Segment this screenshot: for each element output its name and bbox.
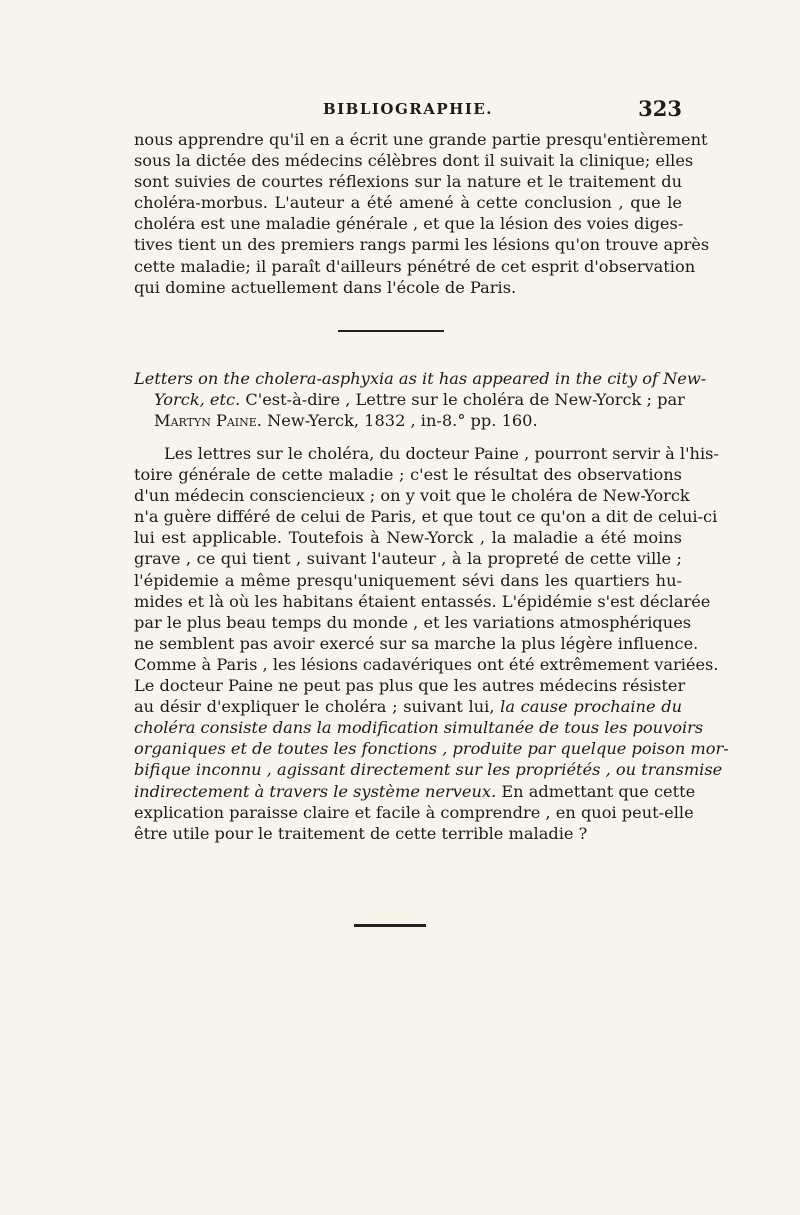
text-roman: au désir d'expliquer le choléra ; suivant lui,: [134, 697, 501, 717]
running-head: [134, 96, 682, 126]
text-line: toire générale de cette maladie ; c'est le résultat des observations: [134, 465, 682, 485]
text-line: explication paraisse claire et facile à comprendre , en quoi peut-elle: [134, 802, 694, 822]
review-paragraph: [134, 443, 729, 844]
paragraph-continued: [134, 129, 710, 298]
text-line: lui est applicable. Toutefois à New-Yorck , la maladie a été moins: [134, 528, 682, 548]
entry-title-translation: C'est-à-dire , Lettre sur le choléra de New-Yorck ; par: [240, 390, 685, 410]
bibliographic-entry: [134, 368, 707, 431]
text-line: être utile pour le traitement de cette terrible maladie ?: [134, 823, 588, 843]
text-line: par le plus beau temps du monde , et les variations atmosphériques: [134, 612, 692, 632]
entry-imprint: New-Yerck, 1832 , in-8.° pp. 160.: [261, 411, 538, 431]
text-italic: indirectement à travers le système nerveux.: [134, 781, 497, 801]
entry-title-line: [134, 389, 685, 410]
text-line: cette maladie; il paraît d'ailleurs pénétré de cet esprit d'observation: [134, 256, 696, 276]
text-line: choléra consiste dans la modification simultanée de tous les pouvoirs: [134, 718, 704, 738]
text-line: mides et là où les habitans étaient entassés. L'épidémie s'est déclarée: [134, 591, 711, 611]
entry-title-italic: Yorck, etc.: [154, 390, 241, 410]
text-line: organiques et de toutes les fonctions , produite par quelque poison mor-: [134, 739, 729, 759]
text-line: tives tient un des premiers rangs parmi les lésions qu'on trouve après: [134, 235, 710, 255]
text-line: [134, 696, 682, 717]
text-line: choléra-morbus. L'auteur a été amené à cette conclusion , que le: [134, 193, 682, 213]
text-line: nous apprendre qu'il en a écrit une grande partie presqu'entièrement: [134, 130, 708, 149]
page-number: 323: [638, 96, 682, 121]
entry-imprint-line: [134, 410, 682, 431]
text-line: bifique inconnu , agissant directement sur les propriétés , ou transmise: [134, 760, 723, 780]
text-line: n'a guère différé de celui de Paris, et que tout ce qu'on a dit de celui-ci: [134, 507, 718, 527]
text-line: choléra est une maladie générale , et que la lésion des voies diges-: [134, 214, 684, 234]
section-divider: [338, 330, 444, 332]
text-italic: la cause prochaine du: [500, 697, 682, 717]
text-line: grave , ce qui tient , suivant l'auteur , à la propreté de cette ville ;: [134, 549, 682, 569]
running-title: BIBLIOGRAPHIE.: [322, 100, 494, 118]
text-line: ne semblent pas avoir exercé sur sa marche la plus légère influence.: [134, 633, 699, 653]
text-line: sous la dictée des médecins célèbres dont il suivait la clinique; elles: [134, 151, 694, 171]
text-roman: En admettant que cette: [496, 781, 696, 801]
entry-author: Martyn Paine.: [154, 411, 262, 431]
entry-title-line: Letters on the cholera-asphyxia as it has appeared in the city of New-: [134, 369, 707, 388]
text-line: Comme à Paris , les lésions cadavériques ont été extrêmement variées.: [134, 654, 719, 674]
text-line: sont suivies de courtes réflexions sur la nature et le traitement du: [134, 172, 682, 192]
text-line: d'un médecin consciencieux ; on y voit que le choléra de New-Yorck: [134, 486, 690, 506]
text-line: l'épidemie a même presqu'uniquement sévi dans les quartiers hu-: [134, 570, 682, 590]
text-line: [134, 781, 696, 802]
text-line: qui domine actuellement dans l'école de Paris.: [134, 277, 517, 297]
text-line: Le docteur Paine ne peut pas plus que les autres médecins résister: [134, 676, 686, 696]
text-line: Les lettres sur le choléra, du docteur Paine , pourront servir à l'his-: [164, 444, 719, 463]
section-divider: [354, 924, 426, 927]
